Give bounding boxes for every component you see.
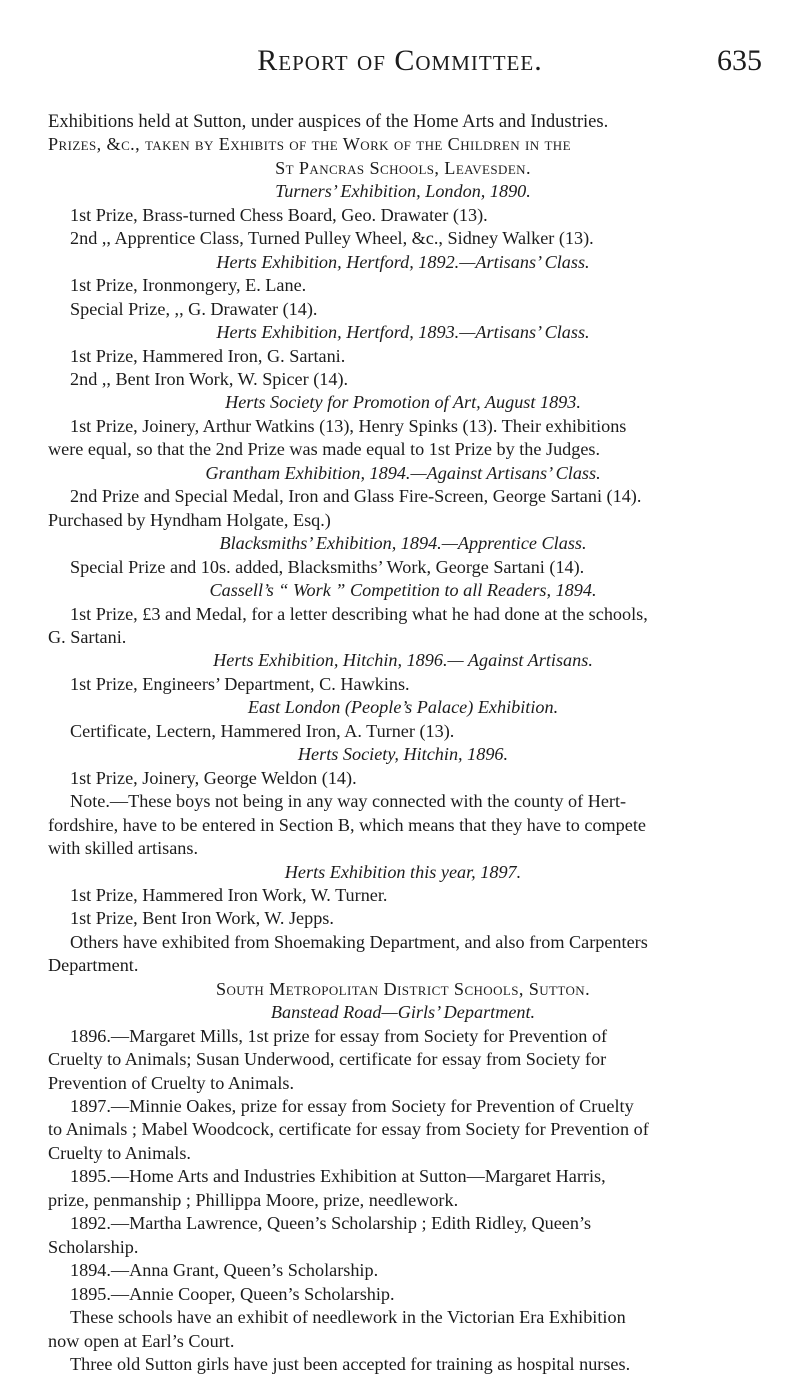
text-line: 1st Prize, Ironmongery, E. Lane. xyxy=(70,275,307,296)
text-line: Others have exhibited from Shoemaking Department, and also from Carpenters xyxy=(70,931,648,952)
title-heading: South Metropolitan District Schools, Sutton. xyxy=(215,978,591,999)
text-line: 1st Prize, Bent Iron Work, W. Jepps. xyxy=(70,908,334,929)
text-line: 1st Prize, Hammered Iron Work, W. Turner. xyxy=(70,884,388,905)
text-line: 1st Prize, Engineers’ Department, C. Hawkins. xyxy=(70,673,410,694)
section-heading: Blacksmiths’ Exhibition, 1894.—Apprentice Class. xyxy=(219,533,587,554)
text-line: 1st Prize, Joinery, George Weldon (14). xyxy=(70,767,357,788)
text-line: prize, penmanship ; Phillippa Moore, prize, needlework. xyxy=(48,1189,459,1210)
text-line: 1894.—Anna Grant, Queen’s Scholarship. xyxy=(70,1260,379,1281)
text-line: 1st Prize, Joinery, Arthur Watkins (13), Henry Spinks (13). Their exhibitions xyxy=(70,415,627,436)
text-line: 2nd ,, Bent Iron Work, W. Spicer (14). xyxy=(70,368,349,389)
section-heading: Grantham Exhibition, 1894.—Against Artisans’ Class. xyxy=(205,462,601,483)
title-heading: Prizes, &c., taken by Exhibits of the Work of the Children in the xyxy=(48,134,571,155)
text-line: 1896.—Margaret Mills, 1st prize for essay from Society for Prevention of xyxy=(70,1025,608,1046)
text-line: Three old Sutton girls have just been accepted for training as hospital nurses. xyxy=(70,1354,631,1375)
text-line: Purchased by Hyndham Holgate, Esq.) xyxy=(48,509,331,530)
text-line: Department. xyxy=(48,955,139,976)
text-line: 2nd Prize and Special Medal, Iron and Glass Fire-Screen, George Sartani (14). xyxy=(70,486,642,507)
text-line: 1895.—Home Arts and Industries Exhibition at Sutton—Margaret Harris, xyxy=(70,1166,606,1187)
page-body xyxy=(48,110,758,1376)
page-number: 635 xyxy=(717,44,762,77)
text-line: 1892.—Martha Lawrence, Queen’s Scholarship ; Edith Ridley, Queen’s xyxy=(70,1213,592,1234)
section-heading: East London (People’s Palace) Exhibition. xyxy=(247,697,559,718)
text-line: 1897.—Minnie Oakes, prize for essay from Society for Prevention of Cruelty xyxy=(70,1096,634,1117)
text-line: Certificate, Lectern, Hammered Iron, A. Turner (13). xyxy=(70,720,455,741)
text-line: G. Sartani. xyxy=(48,626,127,647)
text-line: 1895.—Annie Cooper, Queen’s Scholarship. xyxy=(70,1283,395,1304)
text-line: Cruelty to Animals; Susan Underwood, certificate for essay from Society for xyxy=(48,1049,607,1070)
text-line: now open at Earl’s Court. xyxy=(48,1330,235,1351)
section-heading: Turners’ Exhibition, London, 1890. xyxy=(275,181,531,202)
section-heading: Banstead Road—Girls’ Department. xyxy=(270,1002,536,1023)
text-line: Special Prize and 10s. added, Blacksmiths’ Work, George Sartani (14). xyxy=(70,556,585,577)
text-line: 1st Prize, £3 and Medal, for a letter describing what he had done at the schools, xyxy=(70,603,648,624)
text-line: fordshire, have to be entered in Section B, which means that they have to compete xyxy=(48,814,646,835)
text-line: were equal, so that the 2nd Prize was made equal to 1st Prize by the Judges. xyxy=(48,439,601,460)
text-line: Exhibitions held at Sutton, under auspices of the Home Arts and Industries. xyxy=(48,111,609,132)
text-line: Note.—These boys not being in any way connected with the county of Hert- xyxy=(70,791,627,812)
text-line: with skilled artisans. xyxy=(48,838,199,859)
section-heading: Cassell’s “ Work ” Competition to all Readers, 1894. xyxy=(209,580,597,601)
title-heading: St Pancras Schools, Leavesden. xyxy=(275,157,531,178)
text-line: Scholarship. xyxy=(48,1236,139,1257)
text-line: Cruelty to Animals. xyxy=(48,1142,191,1163)
text-line: These schools have an exhibit of needlework in the Victorian Era Exhibition xyxy=(70,1307,626,1328)
section-heading: Herts Exhibition, Hitchin, 1896.— Against Artisans. xyxy=(213,650,593,671)
text-line: Special Prize, ,, G. Drawater (14). xyxy=(70,298,318,319)
text-line: to Animals ; Mabel Woodcock, certificate for essay from Society for Prevention of xyxy=(48,1119,649,1140)
text-line: 1st Prize, Brass-turned Chess Board, Geo. Drawater (13). xyxy=(70,204,488,225)
section-heading: Herts Exhibition, Hertford, 1892.—Artisans’ Class. xyxy=(216,251,590,272)
text-line: 2nd ,, Apprentice Class, Turned Pulley Wheel, &c., Sidney Walker (13). xyxy=(70,228,594,249)
running-header xyxy=(0,44,800,84)
section-heading: Herts Society for Promotion of Art, August 1893. xyxy=(225,392,581,413)
header-title: Report of Committee. xyxy=(257,44,543,77)
section-heading: Herts Society, Hitchin, 1896. xyxy=(297,744,509,765)
section-heading: Herts Exhibition this year, 1897. xyxy=(284,861,522,882)
section-heading: Herts Exhibition, Hertford, 1893.—Artisans’ Class. xyxy=(216,322,590,343)
text-line: 1st Prize, Hammered Iron, G. Sartani. xyxy=(70,345,346,366)
text-line: Prevention of Cruelty to Animals. xyxy=(48,1072,295,1093)
